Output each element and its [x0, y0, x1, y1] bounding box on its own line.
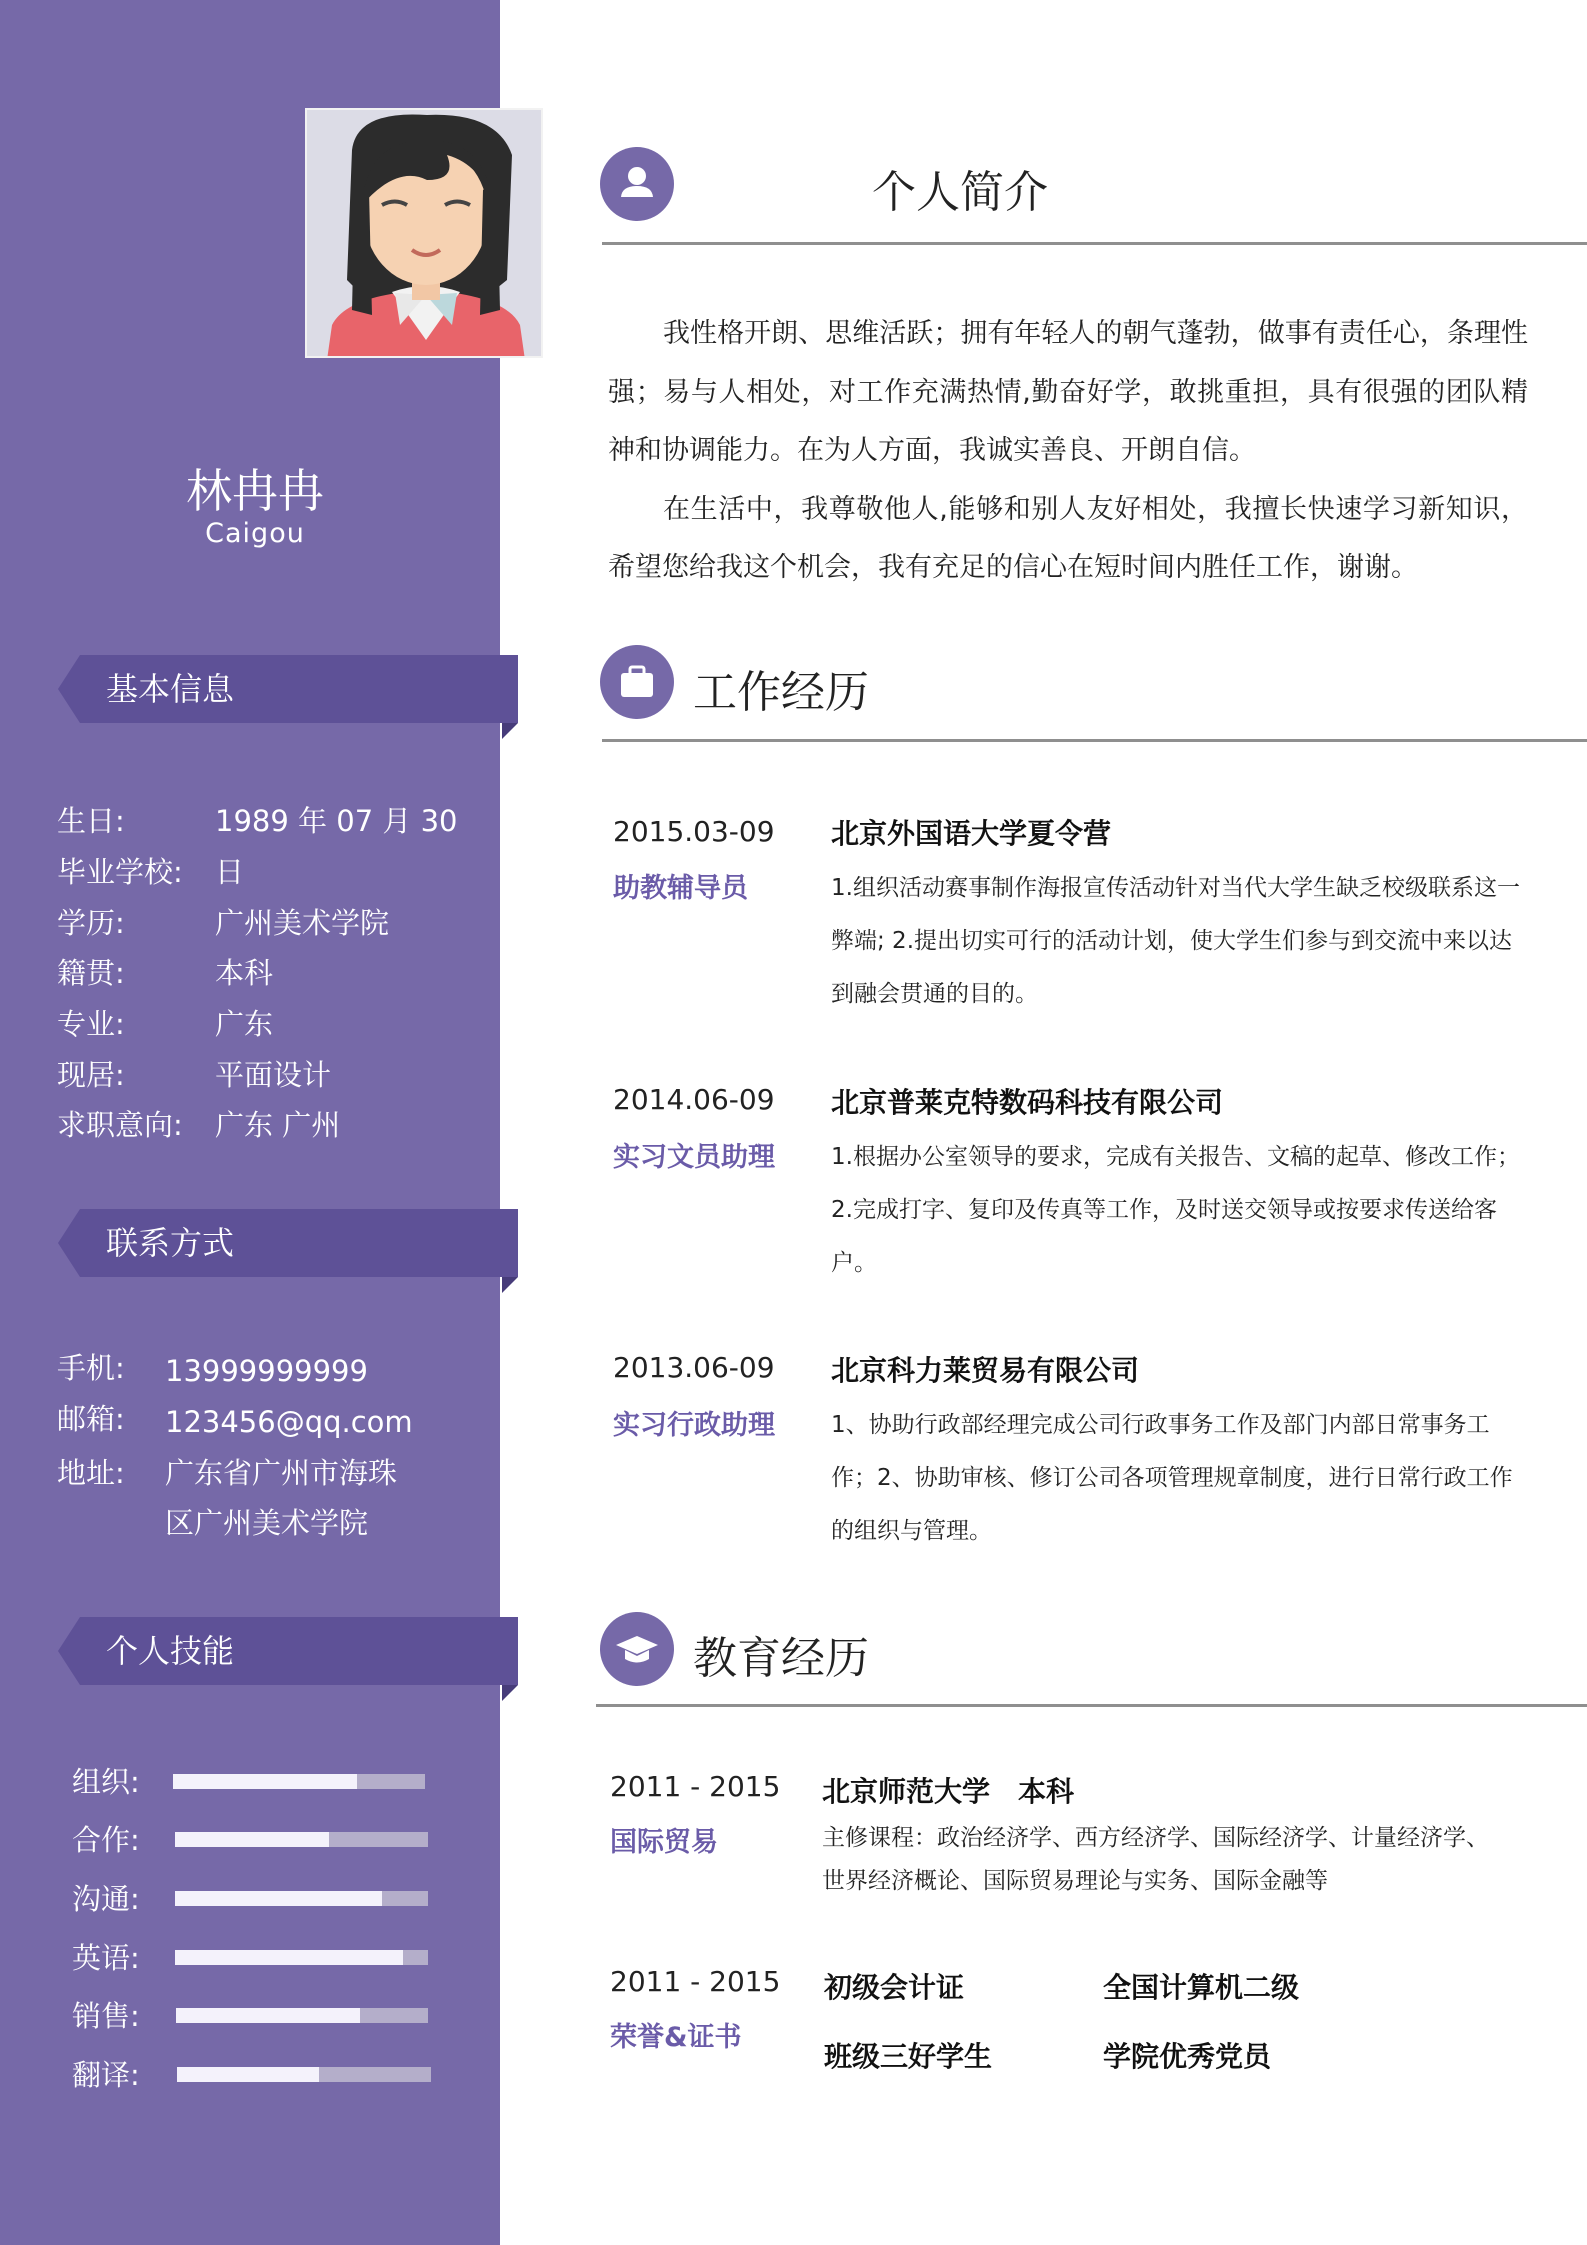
contact-row-phone: 手机: 13999999999 — [57, 1351, 368, 1388]
info-row-hometown: 籍贯: 本科 — [57, 956, 274, 990]
skill-level-bar — [177, 2067, 431, 2082]
job-role: 助教辅导员 — [613, 873, 748, 904]
briefcase-icon — [600, 645, 674, 719]
honor-item: 学院优秀党员 — [1103, 2040, 1272, 2073]
intro-text — [608, 305, 1528, 598]
skill-level-bar — [176, 2008, 428, 2023]
work-section-title: 工作经历 — [693, 667, 869, 718]
honor-item: 初级会计证 — [824, 1971, 965, 2004]
candidate-name: 林冉冉 — [186, 464, 324, 518]
honors-label: 荣誉&证书 — [610, 2022, 742, 2053]
intro-divider — [602, 242, 1587, 245]
education-section-title: 教育经历 — [693, 1633, 869, 1684]
skill-level-fill — [173, 1774, 357, 1789]
skills-title: 个人技能 — [106, 1632, 235, 1670]
person-icon — [600, 147, 674, 221]
graduation-cap-icon — [600, 1612, 674, 1686]
basic-info-title: 基本信息 — [106, 670, 235, 708]
job-role: 实习行政助理 — [613, 1410, 775, 1441]
honor-item: 全国计算机二级 — [1103, 1971, 1300, 2004]
job-description: 1.组织活动赛事制作海报宣传活动针对当代大学生缺乏校级联系这一弊端; 2.提出切实可行的活动计划，使大学生们参与到交流中来以达到融会贯通的目的。 — [831, 875, 1520, 1007]
job-role: 实习文员助理 — [613, 1142, 775, 1173]
info-row-job-intent: 求职意向: 广东 广州 — [57, 1108, 341, 1142]
info-row-residence: 现居: 平面设计 — [57, 1058, 332, 1092]
avatar-illustration — [307, 110, 543, 358]
skill-level-fill — [177, 2067, 319, 2082]
job-description: 1、协助行政部经理完成公司行政事务工作及部门内部日常事务工作；2、协助审核、修订公司各项管理规章制度，进行日常行政工作的组织与管理。 — [831, 1412, 1513, 1544]
work-divider — [602, 739, 1587, 742]
education-degree: 本科 — [1018, 1775, 1075, 1808]
contact-row-email: 邮箱: 123456@qq.com — [57, 1402, 413, 1439]
avatar — [305, 108, 543, 358]
skill-level-bar — [175, 1950, 428, 1965]
honor-item: 班级三好学生 — [824, 2040, 993, 2073]
skill-level-bar — [173, 1774, 425, 1789]
skill-level-fill — [176, 2008, 360, 2023]
skill-label: 合作: — [72, 1823, 140, 1857]
skill-level-bar — [175, 1891, 428, 1906]
skill-level-fill — [175, 1832, 329, 1847]
info-row-birthday: 生日: 1989 年 07 月 30 — [57, 804, 458, 838]
skill-label: 组织: — [72, 1765, 140, 1799]
education-major: 国际贸易 — [610, 1827, 718, 1858]
job-company: 北京科力莱贸易有限公司 — [831, 1354, 1140, 1387]
skill-label: 翻译: — [72, 2058, 140, 2092]
info-row-major: 专业: 广东 — [57, 1007, 274, 1041]
intro-section-title: 个人简介 — [872, 167, 1048, 218]
job-date: 2014.06-09 — [613, 1083, 775, 1116]
candidate-english-name: Caigou — [205, 518, 305, 549]
skill-label: 英语: — [72, 1941, 140, 1975]
education-courses: 主修课程：政治经济学、西方经济学、国际经济学、计量经济学、世界经济概论、国际贸易理论与实务、国际金融等 — [822, 1825, 1489, 1894]
skill-level-fill — [175, 1950, 403, 1965]
job-description: 1.根据办公室领导的要求，完成有关报告、文稿的起草、修改工作；2.完成打字、复印及传真等工作，及时送交领导或按要求传送给客户。 — [831, 1144, 1520, 1276]
info-row-education: 学历: 广州美术学院 — [57, 906, 390, 940]
basic-info-header — [58, 655, 518, 723]
contact-header — [58, 1209, 518, 1277]
contact-title: 联系方式 — [106, 1224, 235, 1262]
contact-row-address: 地址: 广东省广州市海珠区广州美术学院 — [57, 1456, 398, 1540]
skill-label: 销售: — [72, 1999, 140, 2033]
education-divider — [596, 1704, 1587, 1707]
honors-date: 2011 - 2015 — [610, 1965, 781, 1998]
skill-label: 沟通: — [72, 1882, 140, 1916]
sidebar — [0, 0, 500, 2245]
job-date: 2015.03-09 — [613, 815, 775, 848]
job-company: 北京外国语大学夏令营 — [831, 817, 1112, 850]
skills-header — [58, 1617, 518, 1685]
info-row-school: 毕业学校: 日 — [57, 855, 245, 889]
skill-level-bar — [175, 1832, 428, 1847]
job-company: 北京普莱克特数码科技有限公司 — [831, 1086, 1224, 1119]
education-school: 北京师范大学 — [822, 1775, 991, 1808]
intro-paragraph: 在生活中，我尊敬他人,能够和别人友好相处，我擅长快速学习新知识，希望您给我这个机会，我有充足的信心在短时间内胜任工作，谢谢。 — [608, 493, 1528, 583]
education-date: 2011 - 2015 — [610, 1770, 781, 1803]
skill-level-fill — [175, 1891, 382, 1906]
job-date: 2013.06-09 — [613, 1351, 775, 1384]
intro-paragraph: 我性格开朗、思维活跃；拥有年轻人的朝气蓬勃，做事有责任心，条理性强；易与人相处，对工作充满热情,勤奋好学，敢挑重担，具有很强的团队精神和协调能力。在为人方面，我诚实善良、开朗自信。 — [608, 318, 1528, 466]
